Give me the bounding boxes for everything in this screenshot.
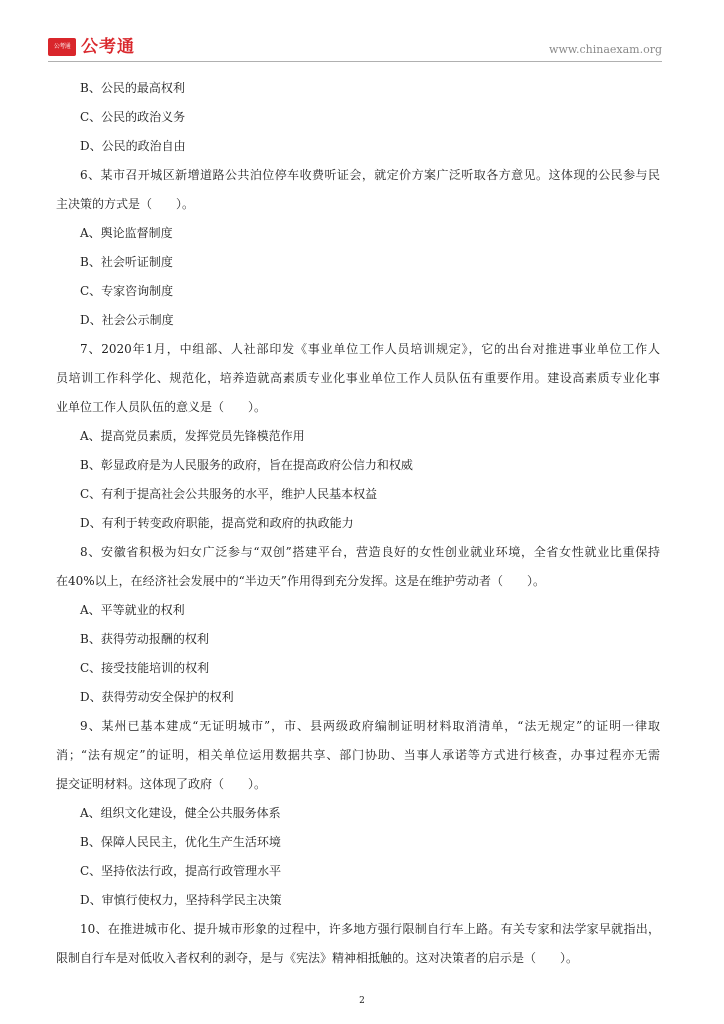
- option-line: D、社会公示制度: [80, 313, 174, 327]
- header-divider: [48, 61, 662, 62]
- question-10-text-cont: 限制自行车是对低收入者权利的剥夺，是与《宪法》精神相抵触的。这对决策者的启示是（ ）。: [56, 951, 579, 965]
- question-9-text: 9、某州已基本建成“无证明城市”，市、县两级政府编制证明材料取消清单，“法无规定”的证明一律取: [80, 719, 660, 733]
- question-8-text-cont: 在40%以上，在经济社会发展中的“半边天”作用得到充分发挥。这是在维护劳动者（ ）。: [56, 574, 545, 588]
- option-line: B、公民的最高权利: [80, 81, 185, 95]
- question-8-text: 8、安徽省积极为妇女广泛参与“双创”搭建平台，营造良好的女性创业就业环境，全省女性就业比重保持: [80, 545, 660, 559]
- option-line: B、获得劳动报酬的权利: [80, 632, 209, 646]
- option-line: B、彰显政府是为人民服务的政府，旨在提高政府公信力和权威: [80, 458, 413, 472]
- option-line: A、平等就业的权利: [80, 603, 185, 617]
- question-7-text-cont: 员培训工作科学化、规范化，培养造就高素质专业化事业单位工作人员队伍有重要作用。建设高素质专业化事: [56, 371, 660, 385]
- option-line: A、组织文化建设，健全公共服务体系: [80, 806, 281, 820]
- question-10-text: 10、在推进城市化、提升城市形象的过程中，许多地方强行限制自行车上路。有关专家和法学家早就指出，: [80, 922, 660, 936]
- option-line: A、舆论监督制度: [80, 226, 173, 240]
- option-line: D、有利于转变政府职能，提高党和政府的执政能力: [80, 516, 354, 530]
- question-6-text-cont: 主决策的方式是（ ）。: [56, 197, 195, 211]
- option-line: B、社会听证制度: [80, 255, 173, 269]
- question-9-text-cont: 消；“法有规定”的证明，相关单位运用数据共享、部门协助、当事人承诺等方式进行核查，办事过程亦无需: [56, 748, 660, 762]
- logo-badge-icon: 公考通: [48, 38, 76, 56]
- option-line: B、保障人民民主，优化生产生活环境: [80, 835, 281, 849]
- brand-logo[interactable]: [48, 36, 135, 58]
- site-url[interactable]: www.chinaexam.org: [549, 43, 662, 56]
- question-9-text-cont: 提交证明材料。这体现了政府（ ）。: [56, 777, 267, 791]
- option-line: C、坚持依法行政，提高行政管理水平: [80, 864, 282, 878]
- option-line: A、提高党员素质，发挥党员先锋模范作用: [80, 429, 305, 443]
- option-line: D、审慎行使权力，坚持科学民主决策: [80, 893, 282, 907]
- option-line: D、公民的政治自由: [80, 139, 186, 153]
- logo-text: 公考通: [81, 37, 135, 57]
- question-7-text-cont: 业单位工作人员队伍的意义是（ ）。: [56, 400, 267, 414]
- option-line: C、有利于提高社会公共服务的水平，维护人民基本权益: [80, 487, 378, 501]
- page-header: [48, 36, 662, 60]
- option-line: C、公民的政治义务: [80, 110, 186, 124]
- option-line: C、专家咨询制度: [80, 284, 174, 298]
- question-7-text: 7、2020年1月，中组部、人社部印发《事业单位工作人员培训规定》，它的出台对推进事业单位工作人: [80, 342, 660, 356]
- document-body: [56, 74, 660, 973]
- page-number: 2: [359, 996, 365, 1006]
- option-line: D、获得劳动安全保护的权利: [80, 690, 234, 704]
- question-6-text: 6、某市召开城区新增道路公共泊位停车收费听证会，就定价方案广泛听取各方意见。这体现的公民参与民: [80, 168, 660, 182]
- option-line: C、接受技能培训的权利: [80, 661, 210, 675]
